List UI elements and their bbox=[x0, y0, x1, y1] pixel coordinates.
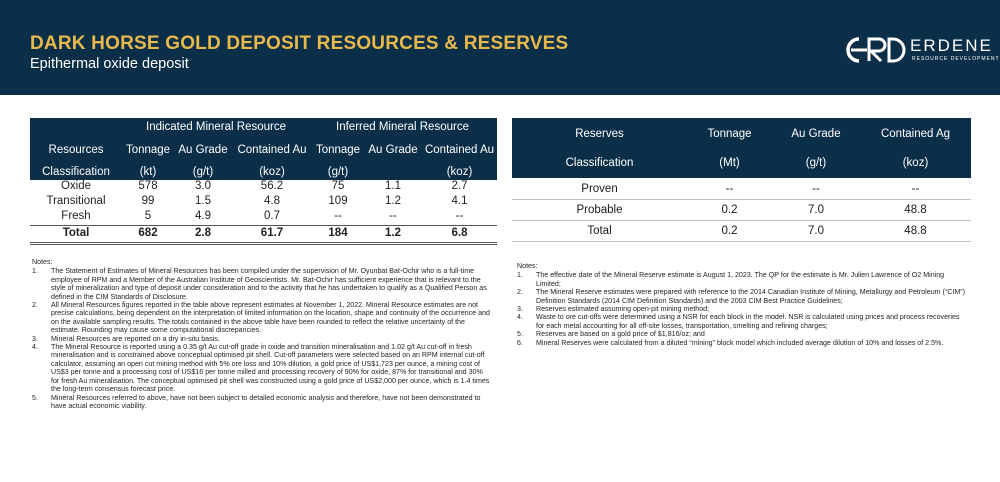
list-item bbox=[32, 394, 490, 411]
cell: 7.0 bbox=[808, 225, 824, 237]
col-header: Au Grade bbox=[791, 128, 841, 140]
note-text: The effective date of the Mineral Reserve estimate is August 1, 2023. The QP for the estimate is Mr. Julien Lawrence of O2 Mining Limited; bbox=[536, 271, 945, 288]
logo-wordmark: ERDENE bbox=[910, 36, 993, 55]
divider bbox=[512, 241, 971, 242]
logo-tagline: RESOURCE DEVELOPMENT bbox=[912, 56, 1000, 62]
cell: 4.1 bbox=[451, 195, 468, 207]
row-label: Fresh bbox=[61, 210, 91, 222]
note-text: The Mineral Resource is reported using a 0.35 g/t Au cut-off grade in oxide and transition mineralisation and 1.02 g/t Au cut-off in fresh mineralisation and is constrained above conceptual optimised pit shell. Cut-off parameters were selected based on an RPM internal cut-off calculator, assuming an open cut mining method with 5% ore loss and 10% dilution, a gold price of US$1,723 per ounce, a mining cost of US$3 per tonne and a processing cost of US$16 per tonne milled and processing recovery of 90% for oxide, 87% for transitional and 30% for fresh Au mineralisation. The conceptual optimised pit shell was constructed using a gold price of US$2,000 per ounce, which is 1.4 times the long-term consensus forecast price. bbox=[51, 343, 490, 394]
unit-label: (koz) bbox=[446, 166, 473, 178]
erdene-logo bbox=[845, 36, 1000, 66]
cell: 4.9 bbox=[195, 210, 211, 222]
cell: 1.2 bbox=[385, 227, 401, 239]
note-number: 3. bbox=[32, 334, 38, 343]
list-item bbox=[32, 335, 490, 343]
note-text: Mineral Reserves were calculated from a diluted “mining” block model which included average dilution of 10% and losses of 2.5%. bbox=[536, 338, 944, 347]
cell: 1.2 bbox=[385, 195, 401, 207]
resources-table bbox=[30, 118, 497, 243]
col-header: Tonnage bbox=[707, 128, 752, 140]
list-item bbox=[517, 271, 969, 288]
list-item bbox=[32, 267, 490, 301]
cell: 3.0 bbox=[195, 180, 211, 192]
list-item bbox=[517, 330, 969, 338]
col-subheader: (g/t) bbox=[805, 157, 827, 169]
cell: 5 bbox=[144, 210, 152, 222]
page-subtitle: Epithermal oxide deposit bbox=[30, 56, 189, 72]
cell: 0.7 bbox=[264, 210, 280, 222]
cell: 682 bbox=[138, 227, 158, 239]
note-number: 5. bbox=[32, 393, 38, 402]
note-number: 3. bbox=[517, 305, 523, 314]
inferred-group-header: Inferred Mineral Resource bbox=[336, 121, 469, 133]
divider bbox=[512, 199, 971, 200]
row-label: Oxide bbox=[60, 180, 92, 192]
cell: 184 bbox=[328, 227, 348, 239]
notes-heading: Notes: bbox=[517, 262, 538, 270]
col-subheader: (koz) bbox=[902, 157, 929, 169]
cell: 56.2 bbox=[260, 180, 284, 192]
unit-label: (koz) bbox=[259, 166, 285, 178]
row-label: Total bbox=[62, 227, 90, 239]
unit-label: (g/t) bbox=[327, 166, 349, 178]
note-number: 6. bbox=[517, 338, 523, 347]
col-header: Tonnage bbox=[125, 144, 171, 156]
note-text: Mineral Resources referred to above, have not been subject to detailed economic analysis and therefore, have not been demonstrated to have actual economic viability. bbox=[51, 393, 481, 410]
cell: 0.2 bbox=[721, 204, 738, 216]
note-text: The Mineral Reserve estimates were prepared with reference to the 2014 Canadian Institute of Mining, Metallurgy and Petroleum (“CIM”) Definition Standards (2014 CIM Definition Standards) and the 2003 CIM Best Practice Guidelines; bbox=[536, 288, 965, 305]
table-row bbox=[30, 210, 497, 225]
erd-logo-mark-icon bbox=[845, 36, 907, 64]
table-row bbox=[30, 195, 497, 210]
list-item bbox=[517, 339, 969, 347]
divider bbox=[512, 220, 971, 221]
row-label: Total bbox=[587, 225, 612, 237]
note-number: 4. bbox=[32, 343, 38, 352]
col-header: Reserves bbox=[575, 128, 624, 140]
cell: 109 bbox=[328, 195, 348, 207]
reserves-table bbox=[512, 118, 971, 242]
cell: 48.8 bbox=[904, 225, 927, 237]
col-header: Contained Ag bbox=[880, 128, 951, 140]
cell: 6.8 bbox=[451, 227, 468, 239]
unit-label: (kt) bbox=[139, 166, 157, 178]
resources-notes bbox=[32, 258, 490, 410]
cell: -- bbox=[812, 183, 820, 195]
col-subheader: Classification bbox=[565, 157, 634, 169]
notes-heading: Notes: bbox=[32, 258, 53, 266]
classification-col-header: Classification bbox=[42, 166, 110, 178]
note-text: Reserves are based on a gold price of $1,816/oz; and bbox=[536, 330, 705, 339]
cell: 4.8 bbox=[264, 195, 280, 207]
cell: 1.5 bbox=[195, 195, 211, 207]
note-text: Waste to ore cut-offs were determined using a NSR for each block in the model. NSR is calculated using prices and process recoveries for each metal accounting for all off-site losses, transportation, smelting and refining charges; bbox=[536, 313, 960, 330]
note-number: 4. bbox=[517, 313, 523, 322]
col-subheader: (Mt) bbox=[719, 157, 740, 169]
divider bbox=[30, 244, 497, 245]
note-text: Reserves estimated assuming open-pit mining method; bbox=[536, 305, 710, 314]
cell: 578 bbox=[138, 180, 158, 192]
cell: 1.1 bbox=[385, 180, 401, 192]
table-row bbox=[30, 180, 497, 195]
list-item bbox=[32, 301, 490, 335]
col-header: Tonnage bbox=[315, 144, 361, 156]
page-title: DARK HORSE GOLD DEPOSIT RESOURCES & RESERVES bbox=[30, 33, 569, 54]
col-header: Au Grade bbox=[368, 144, 418, 156]
note-text: All Mineral Resources figures reported in the table above represent estimates at November 1, 2022. Mineral Resource estimates are not precise calculations, being dependent on the interpretation of limited information on the location, shape and continuity of the occurrence and on the available sampling results. The totals contained in the above table have been rounded to reflect the relative uncertainty of the estimate. Rounding may cause some computational discrepancies. bbox=[51, 301, 490, 335]
cell: 0.2 bbox=[721, 225, 738, 237]
list-item bbox=[517, 288, 969, 305]
col-header: Contained Au bbox=[424, 144, 495, 156]
cell: -- bbox=[455, 210, 464, 222]
note-text: Mineral Resources are reported on a dry in-situ basis. bbox=[51, 334, 220, 343]
total-row bbox=[30, 227, 497, 242]
cell: 75 bbox=[331, 180, 345, 192]
note-number: 2. bbox=[32, 301, 38, 310]
divider bbox=[30, 225, 497, 226]
row-label: Probable bbox=[576, 204, 623, 216]
col-header: Contained Au bbox=[237, 144, 307, 156]
reserves-notes bbox=[517, 262, 969, 347]
note-number: 1. bbox=[32, 267, 38, 276]
cell: -- bbox=[725, 183, 734, 195]
row-label: Transitional bbox=[46, 195, 106, 207]
list-item bbox=[517, 305, 969, 313]
reserves-table-header bbox=[512, 118, 971, 178]
cell: 2.7 bbox=[451, 180, 468, 192]
resources-col-header: Resources bbox=[48, 144, 104, 156]
note-number: 2. bbox=[517, 288, 523, 297]
list-item bbox=[517, 313, 969, 330]
cell: 2.8 bbox=[195, 227, 211, 239]
unit-label: (g/t) bbox=[192, 166, 214, 178]
cell: 48.8 bbox=[904, 204, 927, 216]
divider bbox=[30, 242, 497, 243]
note-number: 5. bbox=[517, 330, 523, 339]
indicated-group-header: Indicated Mineral Resource bbox=[146, 121, 286, 133]
col-header: Au Grade bbox=[178, 144, 228, 156]
resources-table-header bbox=[30, 118, 497, 180]
row-label: Proven bbox=[581, 183, 618, 195]
cell: -- bbox=[334, 210, 342, 222]
cell: -- bbox=[389, 210, 397, 222]
cell: 99 bbox=[141, 195, 155, 207]
header-banner bbox=[0, 0, 1000, 95]
list-item bbox=[32, 343, 490, 393]
note-number: 1. bbox=[517, 271, 523, 280]
note-text: The Statement of Estimates of Mineral Resources has been compiled under the supervision of Mr. Oyunbat Bat-Ochir who is a full-time employee of RPM and a Member of the Australian Institute of Geoscientists. Mr. Bat-Ochir has sufficient experience that is relevant to the style of mineralization and type of deposit under consideration and to the activity that he has undertaken to qualify as a Qualified Person as defined in the CIM Standards of Disclosure. bbox=[51, 267, 487, 301]
cell: 7.0 bbox=[808, 204, 824, 216]
cell: -- bbox=[911, 183, 920, 195]
cell: 61.7 bbox=[260, 227, 284, 239]
